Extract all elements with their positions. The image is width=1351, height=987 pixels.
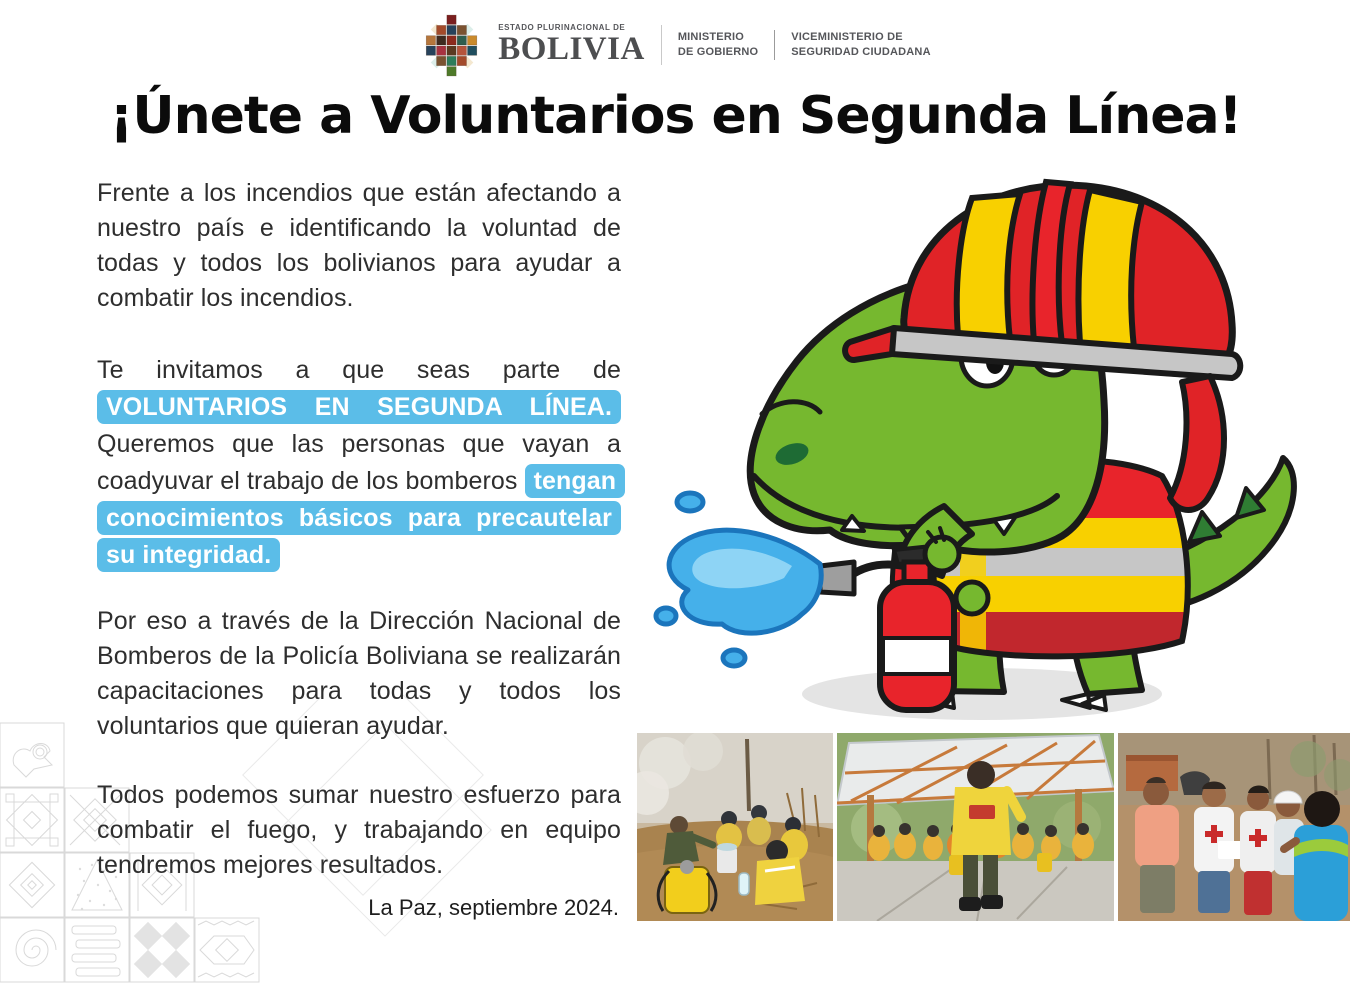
header-divider (774, 30, 775, 60)
highlight-voluntarios: VOLUNTARIOS EN SEGUNDA LÍNEA. (97, 390, 621, 424)
date-line: La Paz, septiembre 2024. (368, 895, 619, 920)
paragraph-capacitaciones: Por eso a través de la Dirección Nacional de Bomberos de la Policía Boliviana se realizarán capacitaciones para todas y todos los voluntarios que quieran ayudar. (97, 607, 621, 740)
invitation-text: Queremos que las personas que vayan a coadyuvar el trabajo de los bomberos (97, 430, 621, 495)
header-divider (661, 25, 662, 65)
photo-red-cross-volunteers (1118, 733, 1350, 921)
paragraph-esfuerzo: Todos podemos sumar nuestro esfuerzo para combatir el fuego, y trabajando en equipo tendremos mejores resultados. (97, 781, 621, 879)
photo-training-under-shed (837, 733, 1114, 921)
invitation-text: Te invitamos a que seas parte de (97, 356, 621, 384)
body-text-column (97, 176, 621, 921)
highlight-conocimientos: tengan conocimientos básicos para precautelar su integridad. (97, 464, 625, 572)
bolivia-wordmark (498, 23, 645, 68)
photo-firefighters-resting (637, 733, 833, 921)
viceministry-label: VICEMINISTERIO DE SEGURIDAD CIUDADANA (791, 31, 931, 58)
chakana-mosaic-logo-icon (420, 12, 482, 78)
paragraph-context: Frente a los incendios que están afectando a nuestro país e identificando la voluntad de todas y todos los bolivianos para ayudar a combatir los incendios. (97, 179, 621, 312)
photo-strip (637, 733, 1350, 921)
paragraph-invitation (97, 352, 621, 574)
firefighter-dinosaur-illustration (642, 146, 1310, 732)
bolivia-label: BOLIVIA (498, 31, 645, 68)
ministry-label: MINISTERIO DE GOBIERNO (677, 31, 759, 58)
sprayer-pack (1037, 853, 1052, 872)
estado-plurinacional-label: ESTADO PLURINACIONAL DE (498, 23, 626, 33)
sprayer-pack (949, 855, 965, 875)
government-header (0, 10, 1351, 80)
page-title: ¡Únete a Voluntarios en Segunda Línea! (109, 86, 1242, 146)
